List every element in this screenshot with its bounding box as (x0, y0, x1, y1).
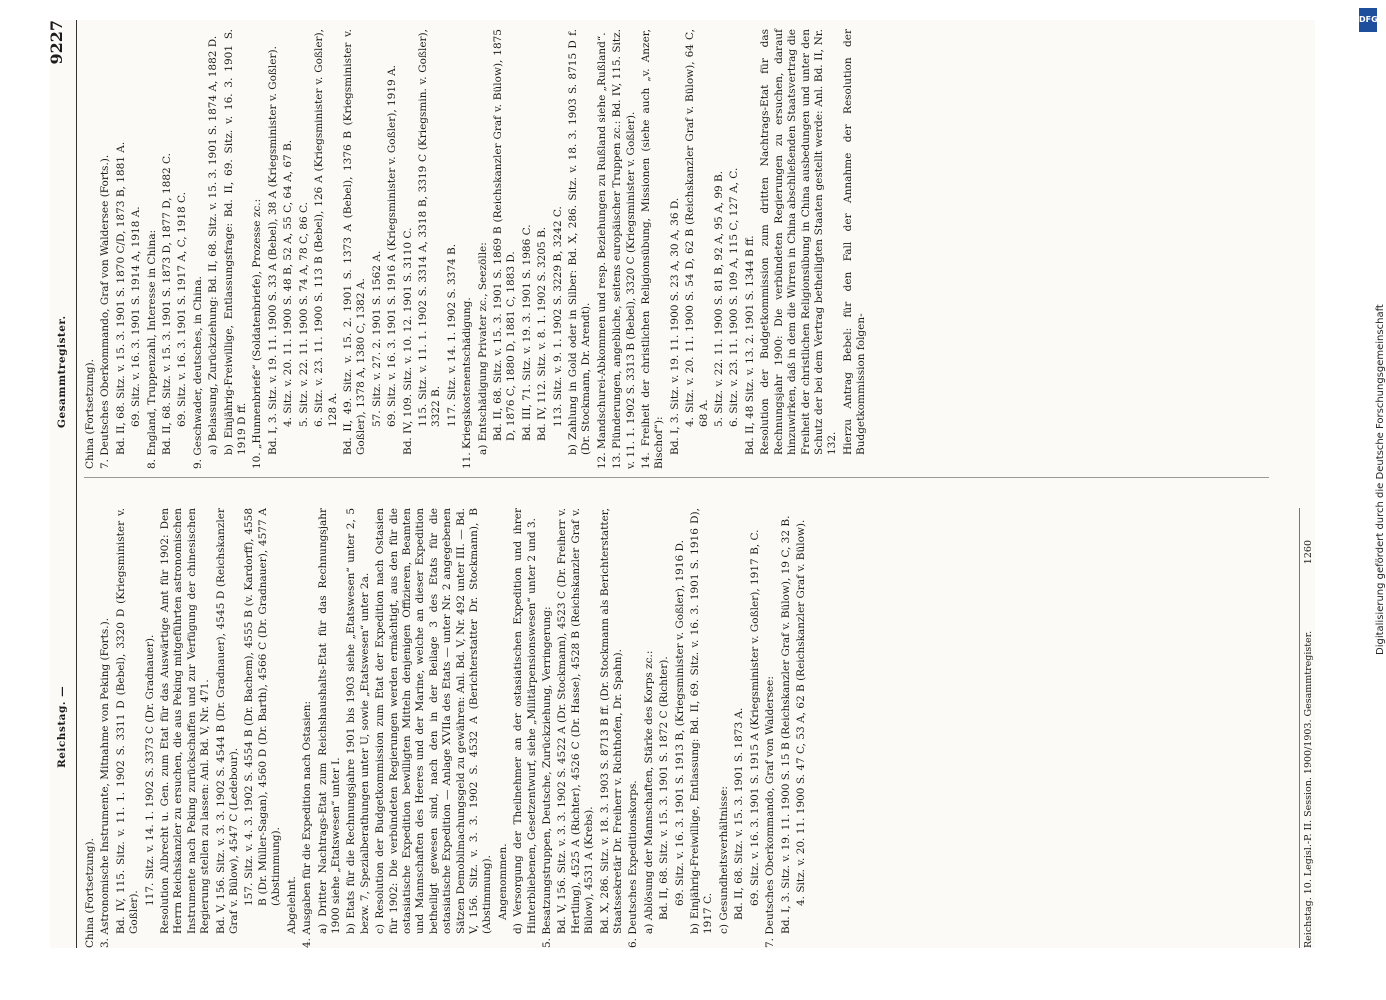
register-entry: 12. Mandschurei-Abkommen und resp. Beziehungen zu Rußland siehe „Rußland“. (595, 32, 608, 469)
left-column (84, 508, 1269, 948)
register-entry: Bd. II, 68. Sitz. v. 15. 3. 1901 S. 1872 C (Richter). (658, 656, 671, 920)
footer-number: 1260 (1302, 540, 1314, 565)
register-entry: 69. Sitz. v. 16. 3. 1901 S. 1915 A (Kriegsminister v. Goßler), 1917 B, C. (748, 529, 761, 906)
register-entry: Bd. V, 156. Sitz. v. 3. 3. 1902 S. 4544 B (Dr. Gradnauer), 4545 D (Reichskanzler Graf v. Bülow), 4547 C (Ledebour). (214, 508, 241, 934)
running-title-left: Reichstag. — (56, 685, 68, 768)
register-entry: 5. Besatzungstruppen, Deutsche, Zurückziehung, Verringerung: (541, 606, 553, 948)
column-heading: China (Fortsetzung). (84, 359, 96, 469)
funding-note-strip (1353, 0, 1386, 1000)
register-entry: 7. Deutsches Oberkommando, Graf von Waldersee (Forts.). (99, 154, 112, 469)
register-entry: 117. Sitz. v. 14. 1. 1902 S. 3373 C (Dr. Gradnauer). (143, 634, 156, 906)
register-entry: 4. Sitz. v. 20. 11. 1900 S. 54 D, 62 B (Reichskanzler Graf v. Bülow), 64 C, 68 A. (684, 29, 710, 427)
register-entry: Resolution Albrecht u. Gen. zum Etat für das Auswärtige Amt für 1902: Den Herrn Reichskanzler zu ersuchen, die aus Peking mitgeführten astronomischen Instrumente nach Peking zurückschaffen und zur Verfügung der chinesischen Regierung stellen zu lassen: Anl. Bd. V, Nr. 471. (159, 508, 212, 934)
register-entry: 117. Sitz. v. 14. 1. 1902 S. 3374 B. (445, 243, 458, 427)
register-entry: 115. Sitz. v. 11. 1. 1902 S. 3314 A, 3318 B, 3319 C (Kriegsmin. v. Goßler), 3322 B. (416, 29, 443, 427)
page-number: 9227 (47, 20, 66, 65)
register-entry: Bd. I, 3. Sitz. v. 19. 11. 1900 S. 33 A (Bebel), 38 A (Kriegsminister v. Goßler). (266, 46, 279, 455)
register-entry: a) Ablösung der Mannschaften, Stärke des Korps zc.: (642, 650, 655, 934)
register-entry: b) Einjährig-Freiwillige, Entlassungsfrage: Bd. II, 69. Sitz. v. 16. 3. 1901 S. 1919 D ff. (222, 29, 249, 455)
dfg-logo: DFG (1359, 8, 1377, 32)
register-entry: Bd. II, 68. Sitz. v. 15. 3. 1901 S. 1873 D, 1877 D, 1882 C. (161, 152, 174, 455)
register-entry: Abgelehnt. (285, 876, 298, 934)
register-entry: Bd. II, 68. Sitz. v. 15. 3. 1901 S. 1870 C/D, 1873 B, 1881 A. (114, 141, 127, 455)
register-entry: 3. Astronomische Instrumente, Mitnahme von Peking (Forts.). (99, 617, 112, 948)
register-entry: Bd. IV, 112. Sitz. v. 8. 1. 1902 S. 3205 B. (536, 226, 549, 441)
register-entry: d) Versorgung der Theilnehmer an der ostasiatischen Expedition und ihrer Hinterbliebenen, Gesetzentwurf, siehe „Militärpensionswesen“ unter 2 und 3. (512, 508, 538, 934)
register-entry: a) Belassung, Zurückziehung: Bd. II, 68. Sitz. v. 15. 3. 1901 S. 1874 A, 1882 D. (207, 35, 220, 455)
register-entry: 10. „Hunnenbriefe“ (Soldatenbriefe), Prozesse zc.: (251, 198, 264, 469)
register-entry: Hierzu Antrag Bebel: für den Fall der Annahme der Resolution der Budgetkommission folgen- (841, 29, 868, 455)
register-entry: Bd. IV, 115. Sitz. v. 11. 1. 1902 S. 3311 D (Bebel), 3320 D (Kriegsminister v. Goßler). (114, 508, 141, 934)
register-entry: 5. Sitz. v. 22. 11. 1900 S. 81 B, 92 A, 95 A, 99 B. (713, 170, 726, 427)
register-entry: b) Einjährig-Freiwillige, Entlassung: Bd. II, 69. Sitz. v. 16. 3. 1901 S. 1916 D), 1917 C. (689, 508, 715, 934)
register-entry: 4. Ausgaben für die Expedition nach Ostasien: (301, 700, 314, 948)
register-entry: 57. Sitz. v. 27. 2. 1901 S. 1562 A. (370, 250, 383, 427)
register-entry: 6. Sitz. v. 23. 11. 1900 S. 113 B (Bebel), 126 A (Kriegsminister v. Goßler), 128 A. (313, 29, 339, 427)
register-entry: Bd. II, 68. Sitz. v. 15. 3. 1901 S. 1869 B (Reichskanzler Graf v. Bülow), 1875 D, 1876 C, 1880 D, 1881 C, 1883 D. (491, 29, 518, 441)
register-entry: 69. Sitz. v. 16. 3. 1901 S. 1917 A, C, 1918 C. (176, 191, 189, 427)
register-entry: c) Gesundheitsverhältnisse: (717, 786, 730, 934)
register-entry: 113. Sitz. v. 9. 1. 1902 S. 3229 B, 3242 C. (551, 206, 564, 427)
register-entry: 4. Sitz. v. 20. 11. 1900 S. 47 C, 53 A, 62 B (Reichskanzler Graf v. Bülow). (794, 519, 807, 906)
register-entry: Bd. V, 156. Sitz. v. 3. 3. 1902 S. 4522 A (Dr. Stockmann), 4523 C (Dr. Freiherr v. Hertling), 4525 A (Richter), 4526 C (Dr. Hasse), 4528 B (Reichskanzler Graf v. Bülow), 4531 A (Krebs). (556, 508, 596, 934)
register-entry: a) Entschädigung Privater zc., Seezölle: (476, 242, 489, 455)
register-entry: 69. Sitz. v. 16. 3. 1901 S. 1913 B, (Kriegsminister v. Goßler), 1916 D. (673, 540, 686, 906)
page-header (47, 20, 77, 948)
register-entry: a) Dritter Nachtrags-Etat zum Reichshaushalts-Etat für das Rechnungsjahr 1900 siehe „Etatswesen“ unter I. (316, 508, 342, 934)
register-entry: 6. Sitz. v. 23. 11. 1900 S. 109 A, 115 C, 127 A, C. (728, 167, 741, 427)
column-heading: China (Fortsetzung). (84, 838, 96, 948)
register-entry: 7. Deutsches Oberkommando, Graf von Waldersee: (764, 676, 777, 948)
right-column (84, 29, 1269, 478)
register-entry: Bd. IV, 109. Sitz. v. 10. 12. 1901 S. 3110 C. (401, 227, 414, 455)
register-entry: Resolution der Budgetkommission zum dritten Nachtrags-Etat für das Rechnungsjahr 1900: Die verbündeten Regierungen zu ersuchen, darauf hinzuwirken, daß in dem die Wirren in China abschließenden Staatsvertrag die Freiheit der christlichen Religionsübung in China ausbedungen und unter den Schutz der bei dem Vertrag betheiligten Staaten gestellt werde: Anl. Bd. II, Nr. 132. (759, 29, 839, 455)
running-title-center: Gesammtregister. (56, 315, 68, 428)
register-entry: 6. Deutsches Expeditionskorps. (627, 780, 640, 948)
register-entry: c) Resolution der Budgetkommission zum Etat der Expedition nach Ostasien für 1902: Die verbündeten Regierungen werden ermächtigt, aus den für die ostasiatische Expedition bewilligten Mitteln denjenigen Offizieren, Beamten und Mannschaften des Heeres und der Marine, welche an dieser Expedition betheiligt gewesen sind, nach den in der Beilage 3 des Etats für die ostasiatische Expedition — Anlage XVIIa des Etats — unter Nr. 2 angegebenen Sätzen Demobilmachungsgeld zu gewähren: Anl. Bd. V, Nr. 492 unter III. — Bd. V, 156. Sitz. v. 3. 3. 1902 S. 4532 A (Berichterstatter Dr. Stockmann), B (Abstimmung). (374, 508, 494, 934)
register-entry: Bd. II, 48 Sitz. v. 13. 2. 1901 S. 1344 B ff. (743, 235, 756, 455)
register-entry: b) Etats für die Rechnungsjahre 1901 bis 1903 siehe „Etatswesen“ unter 2, 5 bezw. 7, Spezialberathungen unter U, sowie „Etatswesen“ unter 2a. (345, 508, 371, 934)
register-entry: 14. Freiheit der christlichen Religionsübung, Missionen (siehe auch „v. Anzer, Bischof“): (640, 29, 666, 469)
register-entry: Bd. III, 71. Sitz. v. 19. 3. 1901 S. 1986 C. (520, 224, 533, 441)
register-entry: 69. Sitz. v. 16. 3. 1901 S. 1914 A, 1918 A. (130, 206, 143, 427)
register-entry: 11. Kriegskostenentschädigung. (461, 297, 474, 469)
register-entry: 69. Sitz. v. 16. 3. 1901 S. 1916 A (Kriegsminister v. Goßler), 1919 A. (386, 65, 399, 427)
register-entry: 9. Geschwader, deutsches, in China. (191, 276, 204, 469)
register-entry: Bd. I, 3. Sitz. v. 19. 11. 1900 S. 15 B (Reichskanzler Graf v. Bülow), 19 C, 32 B. (779, 515, 792, 934)
register-entry: 4. Sitz. v. 20. 11. 1900 S. 48 B, 52 A, 55 C, 64 A, 67 B. (282, 139, 295, 427)
register-entry: Bd. II, 49. Sitz. v. 15. 2. 1901 S. 1373 A (Bebel), 1376 B (Kriegsminister v. Goßler), 1378 A, 1380 C, 1382 A. (341, 29, 368, 455)
register-entry: 5. Sitz. v. 22. 11. 1900 S. 74 A, 78 C, 86 C. (297, 201, 310, 427)
register-entry: Angenommen. (496, 843, 509, 920)
page-footer: Reichstag. 10. Legisl.-P. II. Session. 1900/1903. Gesammtregister. (1299, 508, 1315, 948)
register-page (47, 20, 1315, 948)
register-entry: b) Zahlung in Gold oder in Silber: Bd. X, 286. Sitz. v. 18. 3. 1903 S. 8715 D f. (Dr. Stockmann, Dr. Arendt). (567, 29, 593, 455)
register-entry: 13. Plünderungen, angebliche, seitens europäischer Truppen zc.: Bd. IV, 115. Sitz. v. 11. 1. 1902 S. 3313 B (Bebel), 3320 C (Kriegsminister v. Goßler). (611, 29, 637, 469)
register-entry: Bd. I, 3. Sitz. v. 19. 11. 1900 S. 23 A, 30 A, 36 D. (668, 197, 681, 455)
funding-note: Digitalisierung gefördert durch die Deutsche Forschungsgemeinschaft (1375, 304, 1386, 655)
register-entry: 8. England, Truppenzahl, Interesse in China: (145, 229, 158, 469)
register-entry: Bd. X, 286. Sitz. v. 18. 3. 1903 S. 8713 B ff. (Dr. Stockmann als Berichterstatter, Staatssekretär Dr. Freiherr v. Richthofen, Dr. Spahn). (598, 508, 625, 934)
register-entry: 157. Sitz. v. 4. 3. 1902 S. 4554 B (Dr. Bachem), 4555 B (v. Kardorff), 4558 B (Dr. Müller-Sagan), 4560 D (Dr. Barth), 4566 C (Dr. Gradnauer), 4577 A (Abstimmung). (243, 508, 283, 906)
register-entry: Bd. II, 68. Sitz. v. 15. 3. 1901 S. 1873 A. (733, 707, 746, 920)
